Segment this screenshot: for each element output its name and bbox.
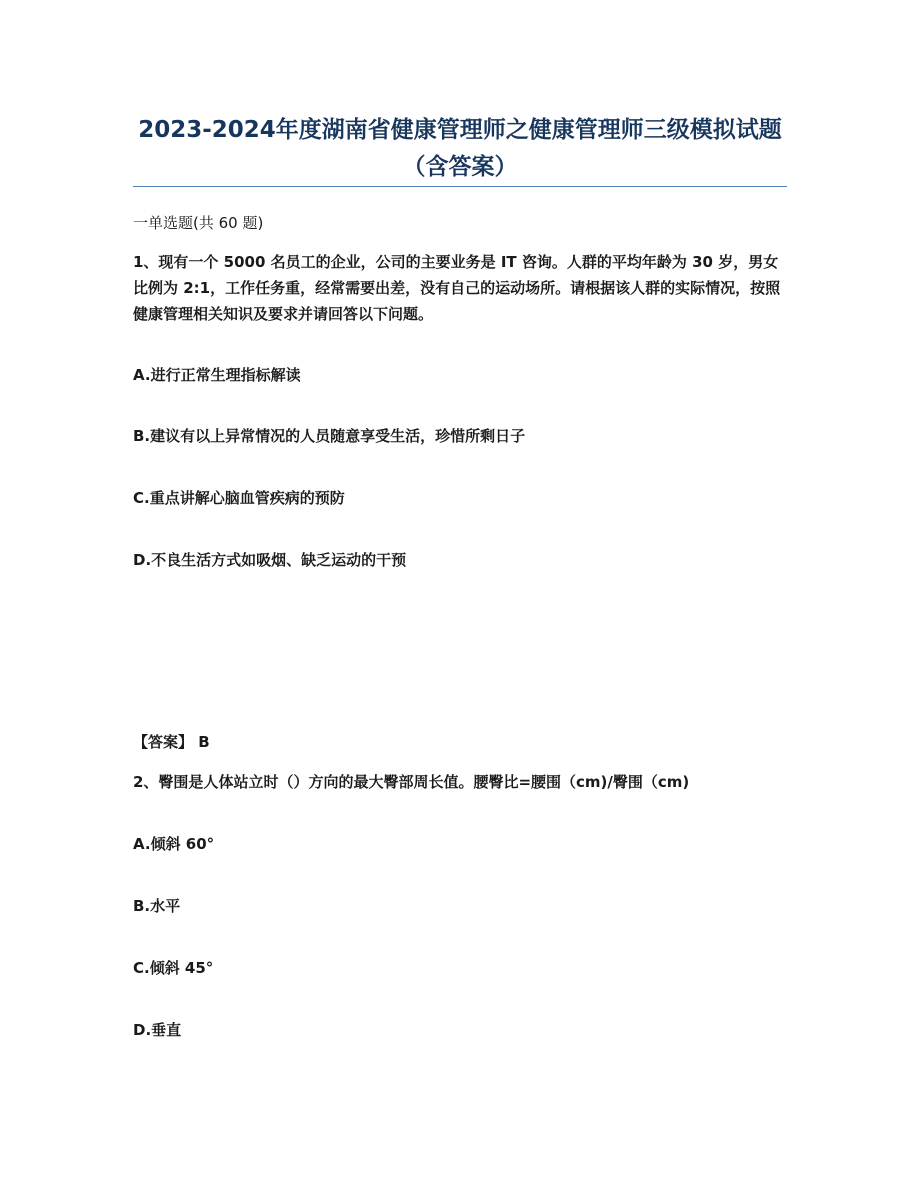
question-2-option-c: C.倾斜 45°: [133, 959, 214, 977]
question-1-option-b: B.建议有以上异常情况的人员随意享受生活，珍惜所剩日子: [133, 427, 526, 445]
question-1-stem: 1、现有一个 5000 名员工的企业，公司的主要业务是 IT 咨询。人群的平均年龄为 30 岁，男女比例为 2:1，工作任务重，经常需要出差，没有自己的运动场所。请根据该人群的实际情况，按照健康管理相关知识及要求并请回答以下问题。: [133, 253, 781, 323]
question-1-option-a: A.进行正常生理指标解读: [133, 366, 301, 384]
question-2-option-b: B.水平: [133, 897, 181, 915]
question-2-option-a: A.倾斜 60°: [133, 835, 215, 853]
title-divider: [133, 186, 787, 187]
section-label: 一单选题(共 60 题): [133, 214, 264, 232]
question-1-option-d: D.不良生活方式如吸烟、缺乏运动的干预: [133, 551, 407, 569]
question-1-answer: 【答案】 B: [133, 733, 210, 751]
document-title: 2023-2024年度湖南省健康管理师之健康管理师三级模拟试题（含答案）: [138, 117, 782, 180]
question-2-option-d: D.垂直: [133, 1021, 182, 1039]
question-1-option-c: C.重点讲解心脑血管疾病的预防: [133, 489, 345, 507]
question-2-stem: 2、臀围是人体站立时（）方向的最大臀部周长值。腰臀比=腰围（cm)/臀围（cm): [133, 773, 690, 791]
